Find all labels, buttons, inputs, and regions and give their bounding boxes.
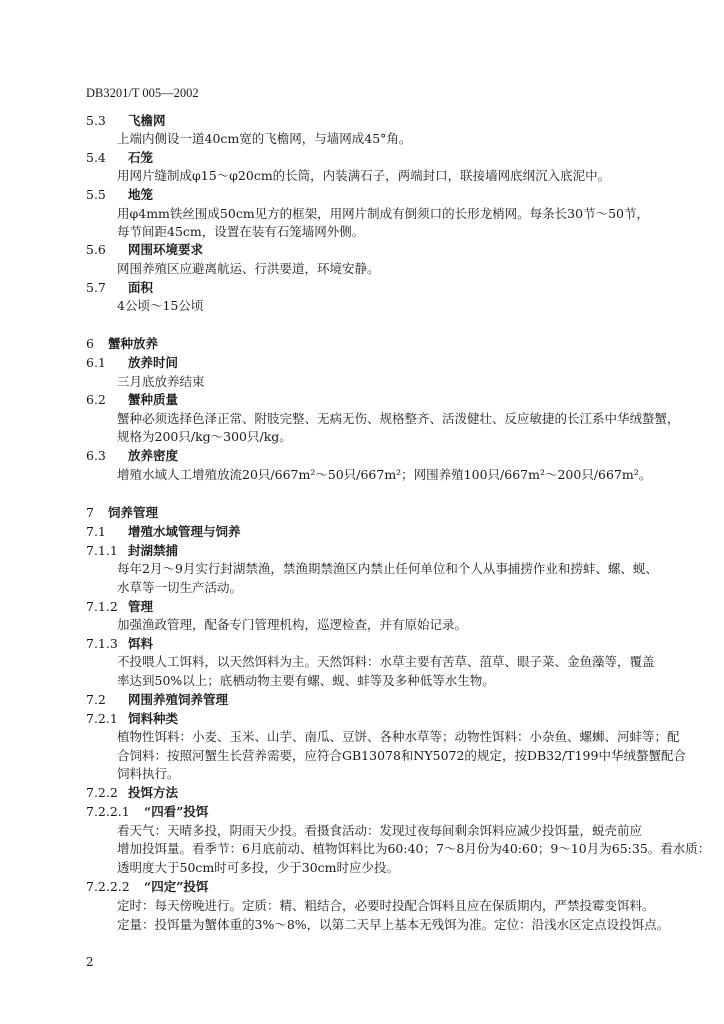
body-text-line: 规格为200只/kg～300只/kg。 xyxy=(117,429,292,444)
section-heading xyxy=(86,784,178,802)
section-heading xyxy=(86,635,153,653)
section-number: 7.1 xyxy=(86,524,106,539)
section-number: 7.1.3 xyxy=(86,636,118,651)
body-text-line: 网围养殖区应避离航运、行洪要道，环境安静。 xyxy=(117,261,380,276)
body-text-line: 水草等一切生产活动。 xyxy=(117,580,243,595)
section-title: 地笼 xyxy=(128,187,154,202)
section-title: 放养时间 xyxy=(128,355,179,370)
body-text-line: 透明度大于50cm时可多投，少于30cm时应少投。 xyxy=(117,860,400,875)
body-text-line: 蟹种必须选择色泽正常、附肢完整、无病无伤、规格整齐、活泼健壮、反应敏捷的长江系中华绒螯蟹， xyxy=(117,411,680,426)
section-title: 石笼 xyxy=(128,150,154,165)
body-text-line: 三月底放养结束 xyxy=(117,374,205,389)
section-heading xyxy=(86,710,178,728)
section-number: 5.6 xyxy=(86,242,106,257)
section-heading xyxy=(86,112,166,130)
section-number: 7.2.2 xyxy=(86,785,118,800)
section-title: 面积 xyxy=(128,280,154,295)
body-text-line: 加强渔政管理，配备专门管理机构，巡逻检查，并有原始记录。 xyxy=(117,617,468,632)
section-title: 网围养殖饲养管理 xyxy=(128,692,229,707)
body-text-line: 用φ4mm铁丝围成50cm见方的框架，用网片制成有倒须口的长形龙梢网。每条长30节～50节， xyxy=(117,206,649,221)
section-heading xyxy=(86,542,178,560)
section-number: 6.3 xyxy=(86,448,106,463)
section-number: 6.1 xyxy=(86,355,106,370)
section-heading xyxy=(86,803,208,821)
section-heading xyxy=(86,241,203,259)
body-text-line: 看天气：天晴多投，阴雨天少投。看摄食活动：发现过夜每间剩余饵料应减少投饵量，蜕壳前应 xyxy=(117,823,643,838)
body-text-line: 率达到50%以上；底栖动物主要有螺、蚬、蚌等及多种低等水生物。 xyxy=(117,673,495,688)
body-text-line: 合饲料：按照河蟹生长营养需要，应符合GB13078和NY5072的规定，按DB32/T199中华绒螯蟹配合 xyxy=(117,748,686,763)
section-number: 6 xyxy=(86,336,94,351)
body-text-line: 定时：每天傍晚进行。定质：精、粗结合，必要时投配合饵料且应在保质期内，严禁投霉变饵料。 xyxy=(117,898,655,913)
section-number: 7.2.2.1 xyxy=(86,804,130,819)
section-title: 饵料 xyxy=(128,636,154,651)
section-heading xyxy=(86,691,228,709)
section-number: 5.3 xyxy=(86,113,106,128)
section-number: 6.2 xyxy=(86,392,106,407)
section-number: 5.4 xyxy=(86,150,106,165)
section-heading xyxy=(86,447,178,465)
section-number: 7.2.1 xyxy=(86,711,118,726)
section-heading xyxy=(86,878,208,896)
section-heading xyxy=(86,335,158,353)
section-title: 管理 xyxy=(128,599,154,614)
section-title: 饲料种类 xyxy=(128,711,179,726)
section-title: “四定”投饵 xyxy=(144,879,209,894)
section-title: “四看”投饵 xyxy=(144,804,209,819)
section-heading xyxy=(86,598,153,616)
section-heading xyxy=(86,523,241,541)
page-number: 2 xyxy=(86,955,94,969)
body-text-line: 每年2月～9月实行封湖禁渔，禁渔期禁渔区内禁止任何单位和个人从事捕捞作业和捞蚌、螺、蚬、 xyxy=(117,561,658,576)
section-number: 7.2 xyxy=(86,692,106,707)
section-title: 网围环境要求 xyxy=(128,242,204,257)
section-number: 7 xyxy=(86,505,94,520)
section-heading xyxy=(86,186,153,204)
section-number: 5.7 xyxy=(86,280,106,295)
body-text-line: 每节间距45cm，设置在装有石笼墙网外侧。 xyxy=(117,224,365,239)
section-title: 蟹种放养 xyxy=(108,336,159,351)
body-text-line: 用网片缝制成φ15～φ20cm的长筒，内装满石子，两端封口，联接墙网底纲沉入底泥中。 xyxy=(117,168,611,183)
body-text-line: 4公顷～15公顷 xyxy=(117,298,204,313)
body-text-line: 不投喂人工饵料，以天然饵料为主。天然饵料：水草主要有苦草、菹草、眼子菜、金鱼藻等，覆盖 xyxy=(117,654,655,669)
section-number: 5.5 xyxy=(86,187,106,202)
section-title: 增殖水域管理与饲养 xyxy=(128,524,241,539)
body-text-line: 增殖水域人工增殖放流20只/667m²～50只/667m²；网围养殖100只/667m²～200只/667m²。 xyxy=(117,467,652,482)
section-heading xyxy=(86,354,178,372)
section-title: 放养密度 xyxy=(128,448,179,463)
body-text-line: 上端内侧设一道40cm宽的飞檐网，与墙网成45°角。 xyxy=(117,131,412,146)
section-title: 投饵方法 xyxy=(128,785,179,800)
standard-code-header: DB3201/T 005—2002 xyxy=(86,86,199,100)
section-title: 飞檐网 xyxy=(128,113,166,128)
section-title: 饲养管理 xyxy=(108,505,159,520)
body-text-line: 增加投饵量。看季节：6月底前动、植物饵料比为60:40；7～8月份为40:60；9～10月为65:35。看水质： xyxy=(117,841,711,856)
body-text-line: 植物性饵料：小麦、玉米、山芋、南瓜、豆饼、各种水草等；动物性饵料：小杂鱼、螺蛳、河蚌等；配 xyxy=(117,729,680,744)
body-text-line: 定量：投饵量为蟹体重的3%～8%，以第二天早上基本无残饵为准。定位：沿浅水区定点设投饵点。 xyxy=(117,917,670,932)
section-heading xyxy=(86,279,153,297)
section-title: 蟹种质量 xyxy=(128,392,179,407)
section-heading xyxy=(86,504,158,522)
section-number: 7.1.2 xyxy=(86,599,118,614)
section-title: 封湖禁捕 xyxy=(128,543,179,558)
section-heading xyxy=(86,391,178,409)
section-number: 7.2.2.2 xyxy=(86,879,130,894)
section-number: 7.1.1 xyxy=(86,543,118,558)
body-text-line: 饲料执行。 xyxy=(117,766,180,781)
section-heading xyxy=(86,149,153,167)
